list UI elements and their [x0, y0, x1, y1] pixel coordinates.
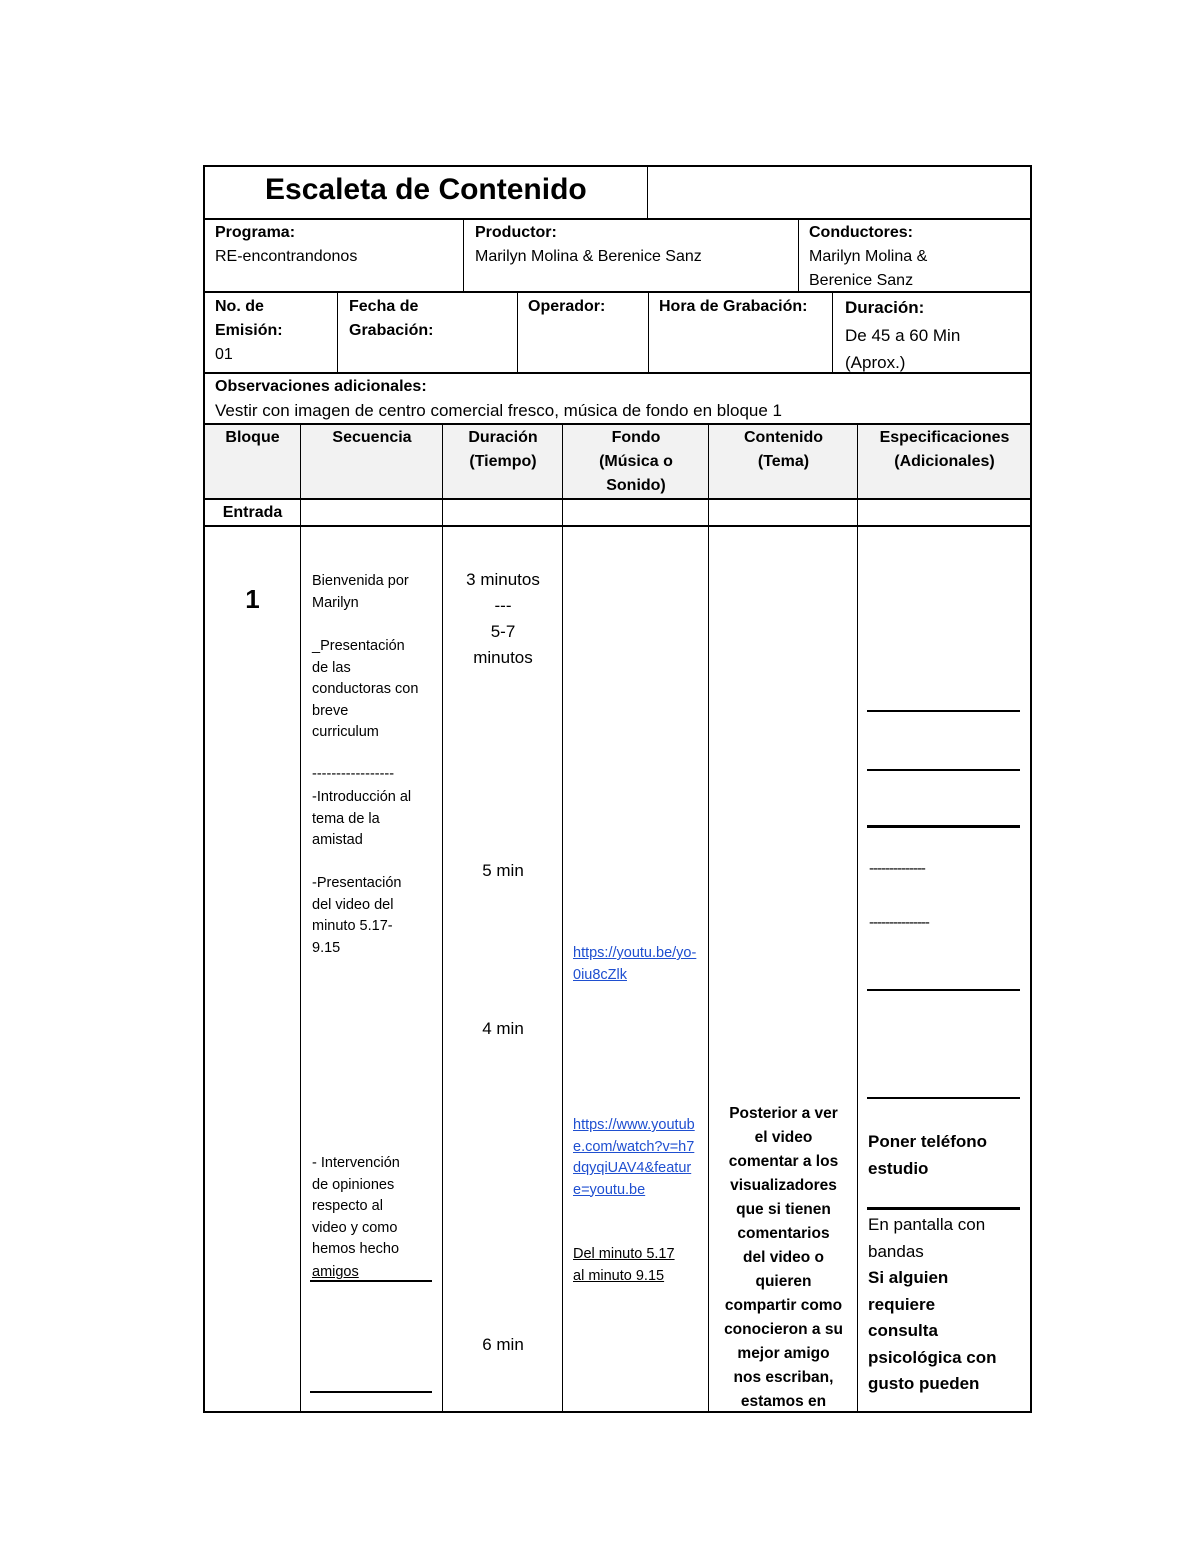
fondo-note: Del minuto 5.17 al minuto 9.15: [573, 1246, 675, 1284]
duracion-block-3: 4 min: [482, 1019, 524, 1038]
divider: [562, 424, 563, 1412]
divider: [648, 292, 649, 372]
secuencia-separator: -----------------: [312, 766, 395, 782]
divider: [203, 525, 1032, 527]
duracion-value: De 45 a 60 Min (Aprox.): [845, 326, 961, 372]
divider: [203, 498, 1032, 500]
productor-label: Productor:: [475, 224, 557, 241]
entrada-label: Entrada: [222, 504, 283, 521]
hora-label: Hora de Grabación:: [659, 298, 808, 315]
fecha-label: Fecha de Grabación:: [349, 298, 434, 339]
divider: [203, 372, 1032, 374]
duracion-block-4: 6 min: [482, 1335, 524, 1354]
header-fondo: Fondo (Música o Sonido): [599, 429, 673, 494]
divider: [647, 165, 648, 219]
header-contenido: Contenido (Tema): [743, 429, 824, 470]
especificaciones-rule: [867, 1207, 1020, 1210]
divider: [517, 292, 518, 372]
header-secuencia: Secuencia: [332, 429, 412, 446]
especificaciones-rule: [867, 769, 1020, 771]
especificaciones-rule: [867, 825, 1020, 828]
contenido-text: Posterior a ver el video comentar a los visualizadores que si tienen comentarios del video o quieren compartir como conocieron a su mejor amigo nos escriban, estamos en: [724, 1105, 843, 1410]
emision-value: 01: [215, 346, 233, 363]
secuencia-bienvenida: Bienvenida por Marilyn: [312, 573, 409, 611]
operador-label: Operador:: [528, 298, 606, 315]
duracion-block-1: 3 minutos --- 5-7 minutos: [466, 570, 540, 667]
header-bloque: Bloque: [225, 429, 280, 446]
emision-label: No. de Emisión:: [215, 298, 283, 339]
secuencia-introduccion: -Introducción al tema de la amistad: [312, 789, 412, 848]
productor-value: Marilyn Molina & Berenice Sanz: [475, 248, 702, 265]
especificaciones-psicologica: Si alguien requiere consulta psicológica con gusto pueden: [868, 1268, 997, 1393]
header-especificaciones: Especificaciones (Adicionales): [879, 429, 1010, 470]
block-number: 1: [245, 584, 260, 614]
divider: [463, 219, 464, 292]
especificaciones-dash-2: ---------------: [869, 914, 929, 931]
especificaciones-dash-1: --------------: [869, 860, 925, 877]
secuencia-rule: [310, 1280, 432, 1282]
secuencia-intervencion: - Intervención de opiniones respecto al video y como hemos hecho: [312, 1155, 400, 1257]
secuencia-video: -Presentación del video del minuto 5.17- 9.15: [312, 875, 402, 956]
especificaciones-rule: [867, 1097, 1020, 1099]
divider: [798, 219, 799, 292]
especificaciones-rule: [867, 710, 1020, 712]
divider: [442, 424, 443, 1412]
divider: [708, 424, 709, 1412]
especificaciones-rule: [867, 989, 1020, 991]
header-duracion: Duración (Tiempo): [468, 429, 538, 470]
divider: [857, 424, 858, 1412]
duracion-block-2: 5 min: [482, 861, 524, 880]
fondo-link-2[interactable]: https://www.youtube.com/watch?v=h7dqyqiUAV4&feature=youtu.be: [573, 1117, 695, 1198]
divider: [300, 424, 301, 1412]
secuencia-amigos: amigos: [312, 1264, 359, 1280]
observaciones-label: Observaciones adicionales:: [215, 378, 427, 395]
duracion-label: Duración:: [845, 298, 925, 317]
programa-label: Programa:: [215, 224, 296, 241]
divider: [203, 218, 1032, 220]
especificaciones-pantalla: En pantalla con bandas: [868, 1215, 986, 1261]
programa-value: RE-encontrandonos: [215, 248, 358, 265]
secuencia-presentacion: _Presentación de las conductoras con breve curriculum: [312, 638, 419, 740]
page-title: Escaleta de Contenido: [265, 173, 587, 206]
conductores-value: Marilyn Molina & Berenice Sanz: [809, 248, 928, 289]
conductores-label: Conductores:: [809, 224, 913, 241]
divider: [203, 291, 1032, 293]
secuencia-rule: [310, 1391, 432, 1393]
observaciones-text: Vestir con imagen de centro comercial fresco, música de fondo en bloque 1: [215, 401, 782, 420]
divider: [337, 292, 338, 372]
divider: [832, 292, 833, 372]
fondo-link-1[interactable]: https://youtu.be/yo-0iu8cZlk: [573, 945, 697, 983]
especificaciones-telefono: Poner teléfono estudio: [868, 1132, 988, 1178]
